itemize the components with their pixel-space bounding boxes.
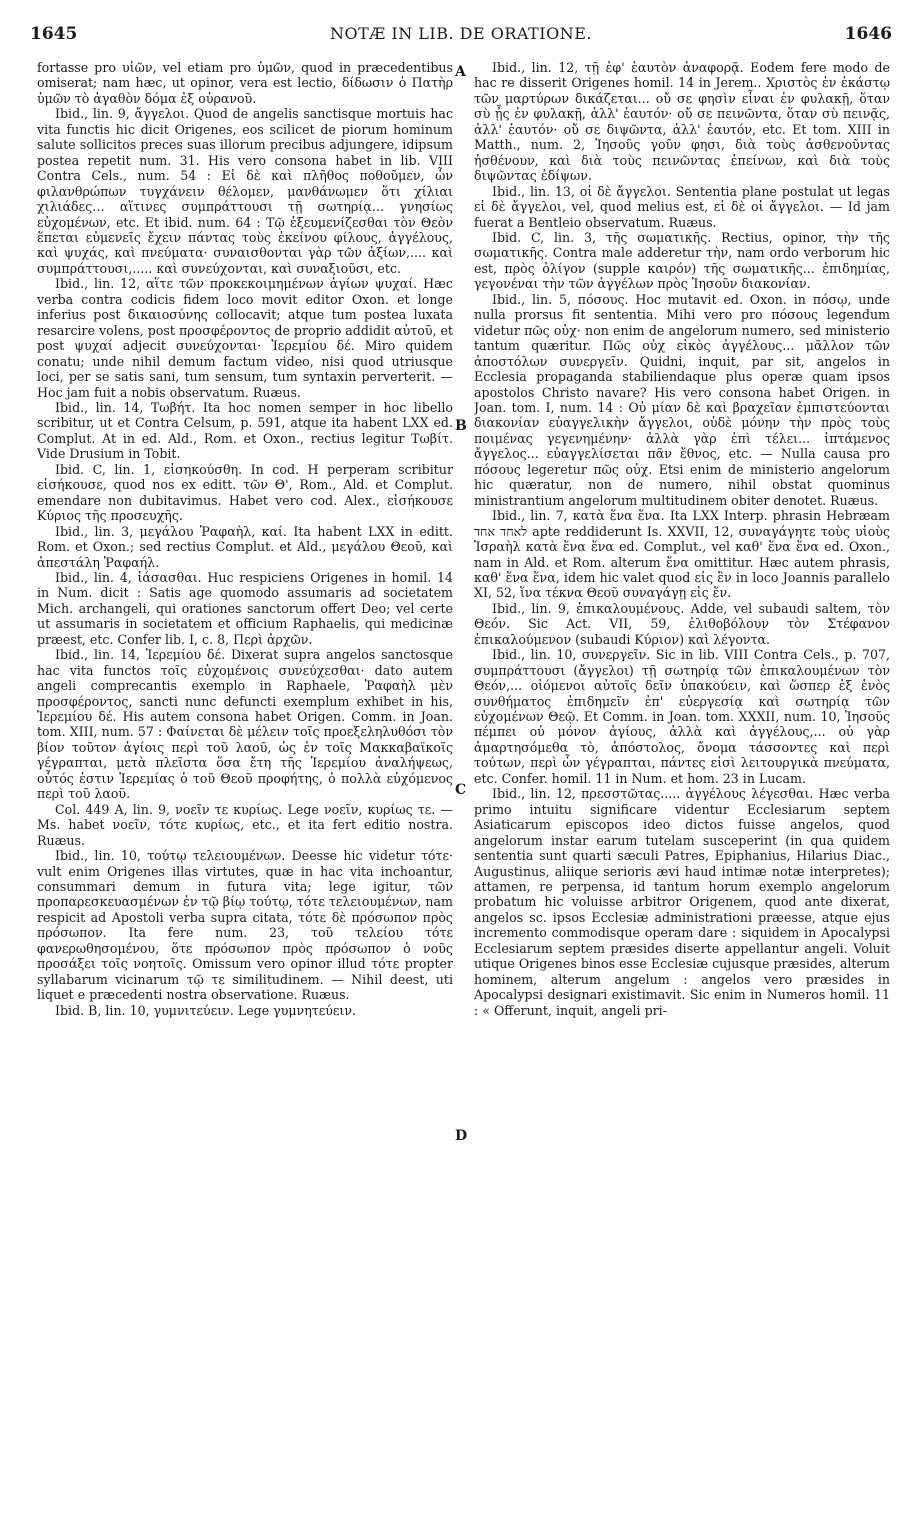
note-paragraph: Ibid., lin. 10, τούτῳ τελειουμένων. Deesse hic videtur τότε· vult enim Origenes illas virtutes, quæ in hac vita inchoantur, consummari demum in futura vita; lege igitur, τῶν προπαρεσκευασμένων ἐν τῷ βίῳ τούτῳ, τότε τελειουμένων, nam respicit ad Apostoli verba supra citata, τότε δὲ πρόσωπον πρὸς πρόσωπον. Ita fere num. 23, τοῦ τελείου τότε φανερωθησομένου, ὅτε πρόσωπον πρὸς πρόσωπον ὁ νοῦς προσάξει τοῖς νοητοῖς. Omissum vero opinor illud τότε propter syllabarum vicinarum τῷ τε similitudinem. — Nihil deest, uti liquet e præcedenti nostra observatione. Ruæus. <box>37 848 453 1003</box>
page-number-left: 1645 <box>30 24 78 44</box>
note-paragraph: Ibid., lin. 3, μεγάλου Ῥαφαὴλ, καί. Ita habent LXX in editt. Rom. et Oxon.; sed rectius Complut. et Ald., μεγάλου Θεοῦ, καὶ ἀπεστάλη Ῥαφαήλ. <box>37 523 453 570</box>
note-paragraph: Ibid., lin. 10, συνεργεῖν. Sic in lib. VIII Contra Cels., p. 707, συμπράττουσι (ἄγγελοι) τῇ σωτηρίᾳ τῶν ἐπικαλουμένων τὸν Θεόν,... οἰόμενοι αὐτοῖς δεῖν ὑπακούειν, καὶ ὥσπερ ἐξ ἑνὸς συνθήματος ἐπιδημεῖν ἐπ' εὐεργεσίᾳ καὶ σωτηρίᾳ τῶν εὐχομένων Θεῷ. Et Comm. in Joan. tom. XXXII, num. 10, Ἰησοῦς πέμπει οὐ μόνον ἁγίους, ἀλλὰ καὶ ἀγγέλους,... οὐ γὰρ ἁμαρτησόμεθα τὸ, ἀπόστολος, ὄνομα τάσσοντες καὶ περὶ τούτων, περὶ ὧν γέγραπται, πάντες εἰσὶ λειτουργικὰ πνεύματα, etc. Confer. homil. 11 in Num. et hom. 23 in Lucam. <box>474 647 890 786</box>
left-column <box>37 60 453 1530</box>
note-paragraph: Ibid., lin. 9, ἄγγελοι. Quod de angelis sanctisque mortuis hac vita functis hic dicit Origenes, eos scilicet de piorum hominum salute sollicitos preces suas illorum precibus adjungere, idipsum postea repetit num. 31. His vero consona habet in lib. VIII Contra Cels., num. 54 : Εἰ δὲ καὶ πλῆθος ποθοῦμεν, ὧν φιλανθρώπων τυγχάνειν θέλομεν, μανθάνωμεν ὅτι χίλιαι χιλιάδες… αἵτινες συμπράττουσι τῇ σωτηρίᾳ… γνησίως εὐχομένων, etc. Et ibid. num. 64 : Τῷ ἐξευμενίζεσθαι τὸν Θεὸν ἕπεται εὐμενεῖς ἔχειν πάντας τοὺς ἐκείνου φίλους, ἀγγέλους, καὶ ψυχάς, καὶ πνεύματα· συναισθονται γὰρ τῶν ἀξίων,.... καὶ συμπράττουσι,..... καὶ συνεύχονται, καὶ συναξιοῦσι, etc. <box>37 106 453 276</box>
note-paragraph: Ibid., lin. 12, τῇ ἐφ' ἑαυτὸν ἀναφορᾷ. Eodem fere modo de hac re disserit Origenes homil. 14 in Jerem.. Χριστὸς ἐν ἑκάστῳ τῶν μαρτύρων δικάζεται... οὔ σε φησὶν εἶναι ἐν φυλακῇ, ὅταν σὺ ᾖς ἐν φυλακῇ, ἀλλ' ἑαυτόν· οὔ σε πεινῶντα, ὅταν σὺ πεινᾷς, ἀλλ' ἑαυτόν· οὔ σε διψῶντα, ἀλλ' ἑαυτόν, etc. Et tom. XIII in Matth., num. 2, Ἰησοῦς γοῦν φησι, διὰ τοὺς ἀσθενοῦντας ἠσθένουν, καὶ διὰ τοὺς πεινῶντας ἐπείνων, καὶ διὰ τοὺς διψῶντας ἐδίψων. <box>474 60 890 184</box>
note-paragraph: fortasse pro υἱῶν, vel etiam pro ὑμῶν, quod in præcedentibus omiserat; nam hæc, ut opinor, vera est lectio, δίδωσιν ὁ Πατὴρ ὑμῶν τὸ ἀγαθὸν δόμα ἐξ οὐρανοῦ. <box>37 60 453 106</box>
note-paragraph: Ibid., lin. 5, πόσους. Hoc mutavit ed. Oxon. in πόσῳ, unde nulla prorsus fit sententia. Mihi vero pro πόσους legendum videtur πῶς οὐχ· non enim de angelorum numero, sed ministerio tantum quæritur. Πῶς οὐχ εἰκὸς ἀγγέλους... μᾶλλον τῶν ἀποστόλων συνεργεῖν. Quidni, inquit, par sit, angelos in Ecclesia propaganda stabiliendaque plus operæ quam ipsos apostolos Christo navare? His vero consona habet Origen. in Joan. tom. I, num. 14 : Οὐ μίαν δὲ καὶ βραχεῖαν ἐμπιστεύονται διακονίαν εὐαγγελικὴν ἄγγελοι, οὐδὲ μόνην τὴν πρὸς τοὺς ποιμένας γεγενημένην· ἀλλὰ γὰρ ἐπὶ τέλει... ἱπτάμενος ἄγγελος... εὐαγγελίσεται πᾶν ἔθνος, etc. — Nulla causa pro πόσους legeretur πῶς οὐχ. Etsi enim de ministerio angelorum hic quæratur, non de numero, nihil obstat quominus ministrantium angelorum multitudinem obiter denotet. Ruæus. <box>474 291 890 508</box>
note-paragraph: Ibid., lin. 13, οἱ δὲ ἄγγελοι. Sententia plane postulat ut legas εἰ δὲ ἄγγελοι, vel, quod melius est, εἰ δὲ οἱ ἄγγελοι. — Id jam fuerat a Bentleio observatum. Ruæus. <box>474 183 890 230</box>
note-paragraph: Ibid., lin. 4, ἰάσασθαι. Huc respiciens Origenes in homil. 14 in Num. dicit : Satis age quomodo assumaris ad societatem Mich. archangeli, qui orationes sanctorum offert Deo; vel certe ut assumaris in societatem et officium Raphaelis, qui medicinæ præest, etc. Confer lib. I, c. 8, Περὶ ἀρχῶν. <box>37 569 453 647</box>
note-paragraph: Ibid. B, lin. 10, γυμνιτεύειν. Lege γυμνητεύειν. <box>55 1002 357 1018</box>
margin-letter-b: B <box>455 418 467 434</box>
margin-letter-a: A <box>455 64 466 80</box>
note-paragraph: Ibid., lin. 9, ἐπικαλουμένους. Adde, vel subaudi saltem, τὸν Θεόν. Sic Act. VII, 59, ἐλιθοβόλουν τὸν Στέφανον ἐπικαλούμενον (subaudi Κύριον) καὶ λέγοντα. <box>474 600 890 647</box>
note-paragraph: Ibid., lin. 12, πρεσστῶτας..... ἀγγέλους λέγεσθαι. Hæc verba primo intuitu significare videntur Ecclesiarum septem Asiaticarum episcopos ideo dictos fuisse angelos, quod angelorum instar earum tutelam susceperint (in qua quidem sententia sunt quarti sæculi Patres, Epiphanius, Hilarius Diac., Augustinus, aliique serioris ævi haud intimæ notæ interpretes); attamen, re perpensa, id tantum horum exemplo angelorum probatum hic voluisse arbitror Origenem, quod ante dixerat, angelos sc. ipsos Ecclesiæ administrationi præesse, atque ejus incremento commodisque operam dare : siquidem in Apocalypsi Ecclesiarum septem præsides diserte appellantur angeli. Voluit utique Origenes binos esse Ecclesiæ cujusque præsides, alterum hominem, alterum angelum : angelos vero præsides in Apocalypsi designari existimavit. Sic enim in Numeros homil. 11 : « Offerunt, inquit, angeli pri- <box>474 786 890 1018</box>
note-paragraph: Ibid., lin. 14, Ἱερεμίου δέ. Dixerat supra angelos sanctosque hac vita functos τοῖς εὐχομένοις συνεύχεσθαι· dato autem angeli comprecantis exemplo in Raphaele, Ῥαφαὴλ μὲν προσφέροντος, sancti nunc defuncti exemplum exhibet in his, Ἱερεμίου δέ. His autem consona habet Origen. Comm. in Joan. tom. XIII, num. 57 : Φαίνεται δὲ μέλειν τοῖς προεξεληλυθόσι τὸν βίον τοῦτον ἁγίοις περὶ τοῦ λαοῦ, ὡς ἐν τοῖς Μακκαβαϊκοῖς γέγραπται, μετὰ πλεῖστα ὅσα ἔτη τῆς Ἱερεμίου ἀναλήψεως, οὗτός ἐστιν Ἱερεμίας ὁ τοῦ Θεοῦ προφήτης, ὁ πολλὰ εὐχόμενος περὶ τοῦ λαοῦ. <box>37 647 453 802</box>
note-paragraph: Ibid., lin. 7, κατὰ ἕνα ἕνα. Ita LXX Interp. phrasin Hebræam לאחד אחד apte reddiderunt Is. XXVII, 12, συναγάγητε τοὺς υἱοὺς Ἰσραὴλ κατὰ ἕνα ἕνα ed. Complut., vel καθ' ἕνα ἕνα ed. Oxon., nam in Ald. et Rom. alterum ἕνα omittitur. Hæc autem phrasis, καθ' ἕνα ἕνα, idem hic valet quod εἰς ἓν in loco Joannis parallelo XI, 52, ἵνα τέκνα Θεοῦ συναγάγῃ εἰς ἕν. <box>474 508 890 601</box>
running-title: NOTÆ IN LIB. DE ORATIONE. <box>330 24 592 43</box>
margin-letter-c: C <box>455 782 467 798</box>
right-column <box>474 60 890 1530</box>
note-paragraph: Ibid., lin. 14, Τωβήτ. Ita hoc nomen semper in hoc libello scribitur, ut et Contra Celsum, p. 591, atque ita habent LXX ed. Complut. At in ed. Ald., Rom. et Oxon., rectius legitur Τωβίτ. Vide Drusium in Tobit. <box>37 399 453 462</box>
margin-letter-d: D <box>455 1128 468 1144</box>
note-paragraph: Ibid., lin. 12, αἵτε τῶν προκεκοιμημένων ἁγίων ψυχαί. Hæc verba contra codicis fidem loco movit editor Oxon. et longe inferius post δικαιοσύνης collocavit; atque tum postea luxata resarcire volens, post προσφέροντος de proprio addidit αὐτοῦ, et post ψυχαί adjecit συνεύχονται· Ἱερεμίου δέ. Miro quidem conatu; unde nihil demum factum video, nisi quod utriusque loci, per se satis sani, tum sensum, tum syntaxin perverterit. — Hoc jam fuit a nobis observatum. Ruæus. <box>37 276 453 400</box>
page-number-right: 1646 <box>844 24 892 44</box>
note-paragraph: Col. 449 A, lin. 9, νοεῖν τε κυρίως. Lege νοεῖν, κυρίως τε. — Ms. habet νοεῖν, τότε κυρίως, etc., et ita fert editio nostra. Ruæus. <box>37 801 453 848</box>
note-paragraph: Ibid. C, lin. 1, εἰσηκούσθη. In cod. H perperam scribitur εἰσήκουσε, quod nos ex editt. τῶν Θ', Rom., Ald. et Complut. emendare non dubitavimus. Habet vero cod. Alex., εἰσήκουσε Κύριος τῆς προσευχῆς. <box>37 461 453 524</box>
page-header <box>30 10 892 46</box>
note-paragraph: Ibid. C, lin. 3, τῆς σωματικῆς. Rectius, opinor, τὴν τῆς σωματικῆς. Contra male adderetur τὴν, nam ordo verborum hic est, πρὸς ὀλίγον (supple καιρόν) τῆς σωματικῆς... ἐπιδημίας, γεγονέναι τὴν τῶν ἀγγέλων πρὸς Ἰησοῦν διακονίαν. <box>474 229 890 292</box>
